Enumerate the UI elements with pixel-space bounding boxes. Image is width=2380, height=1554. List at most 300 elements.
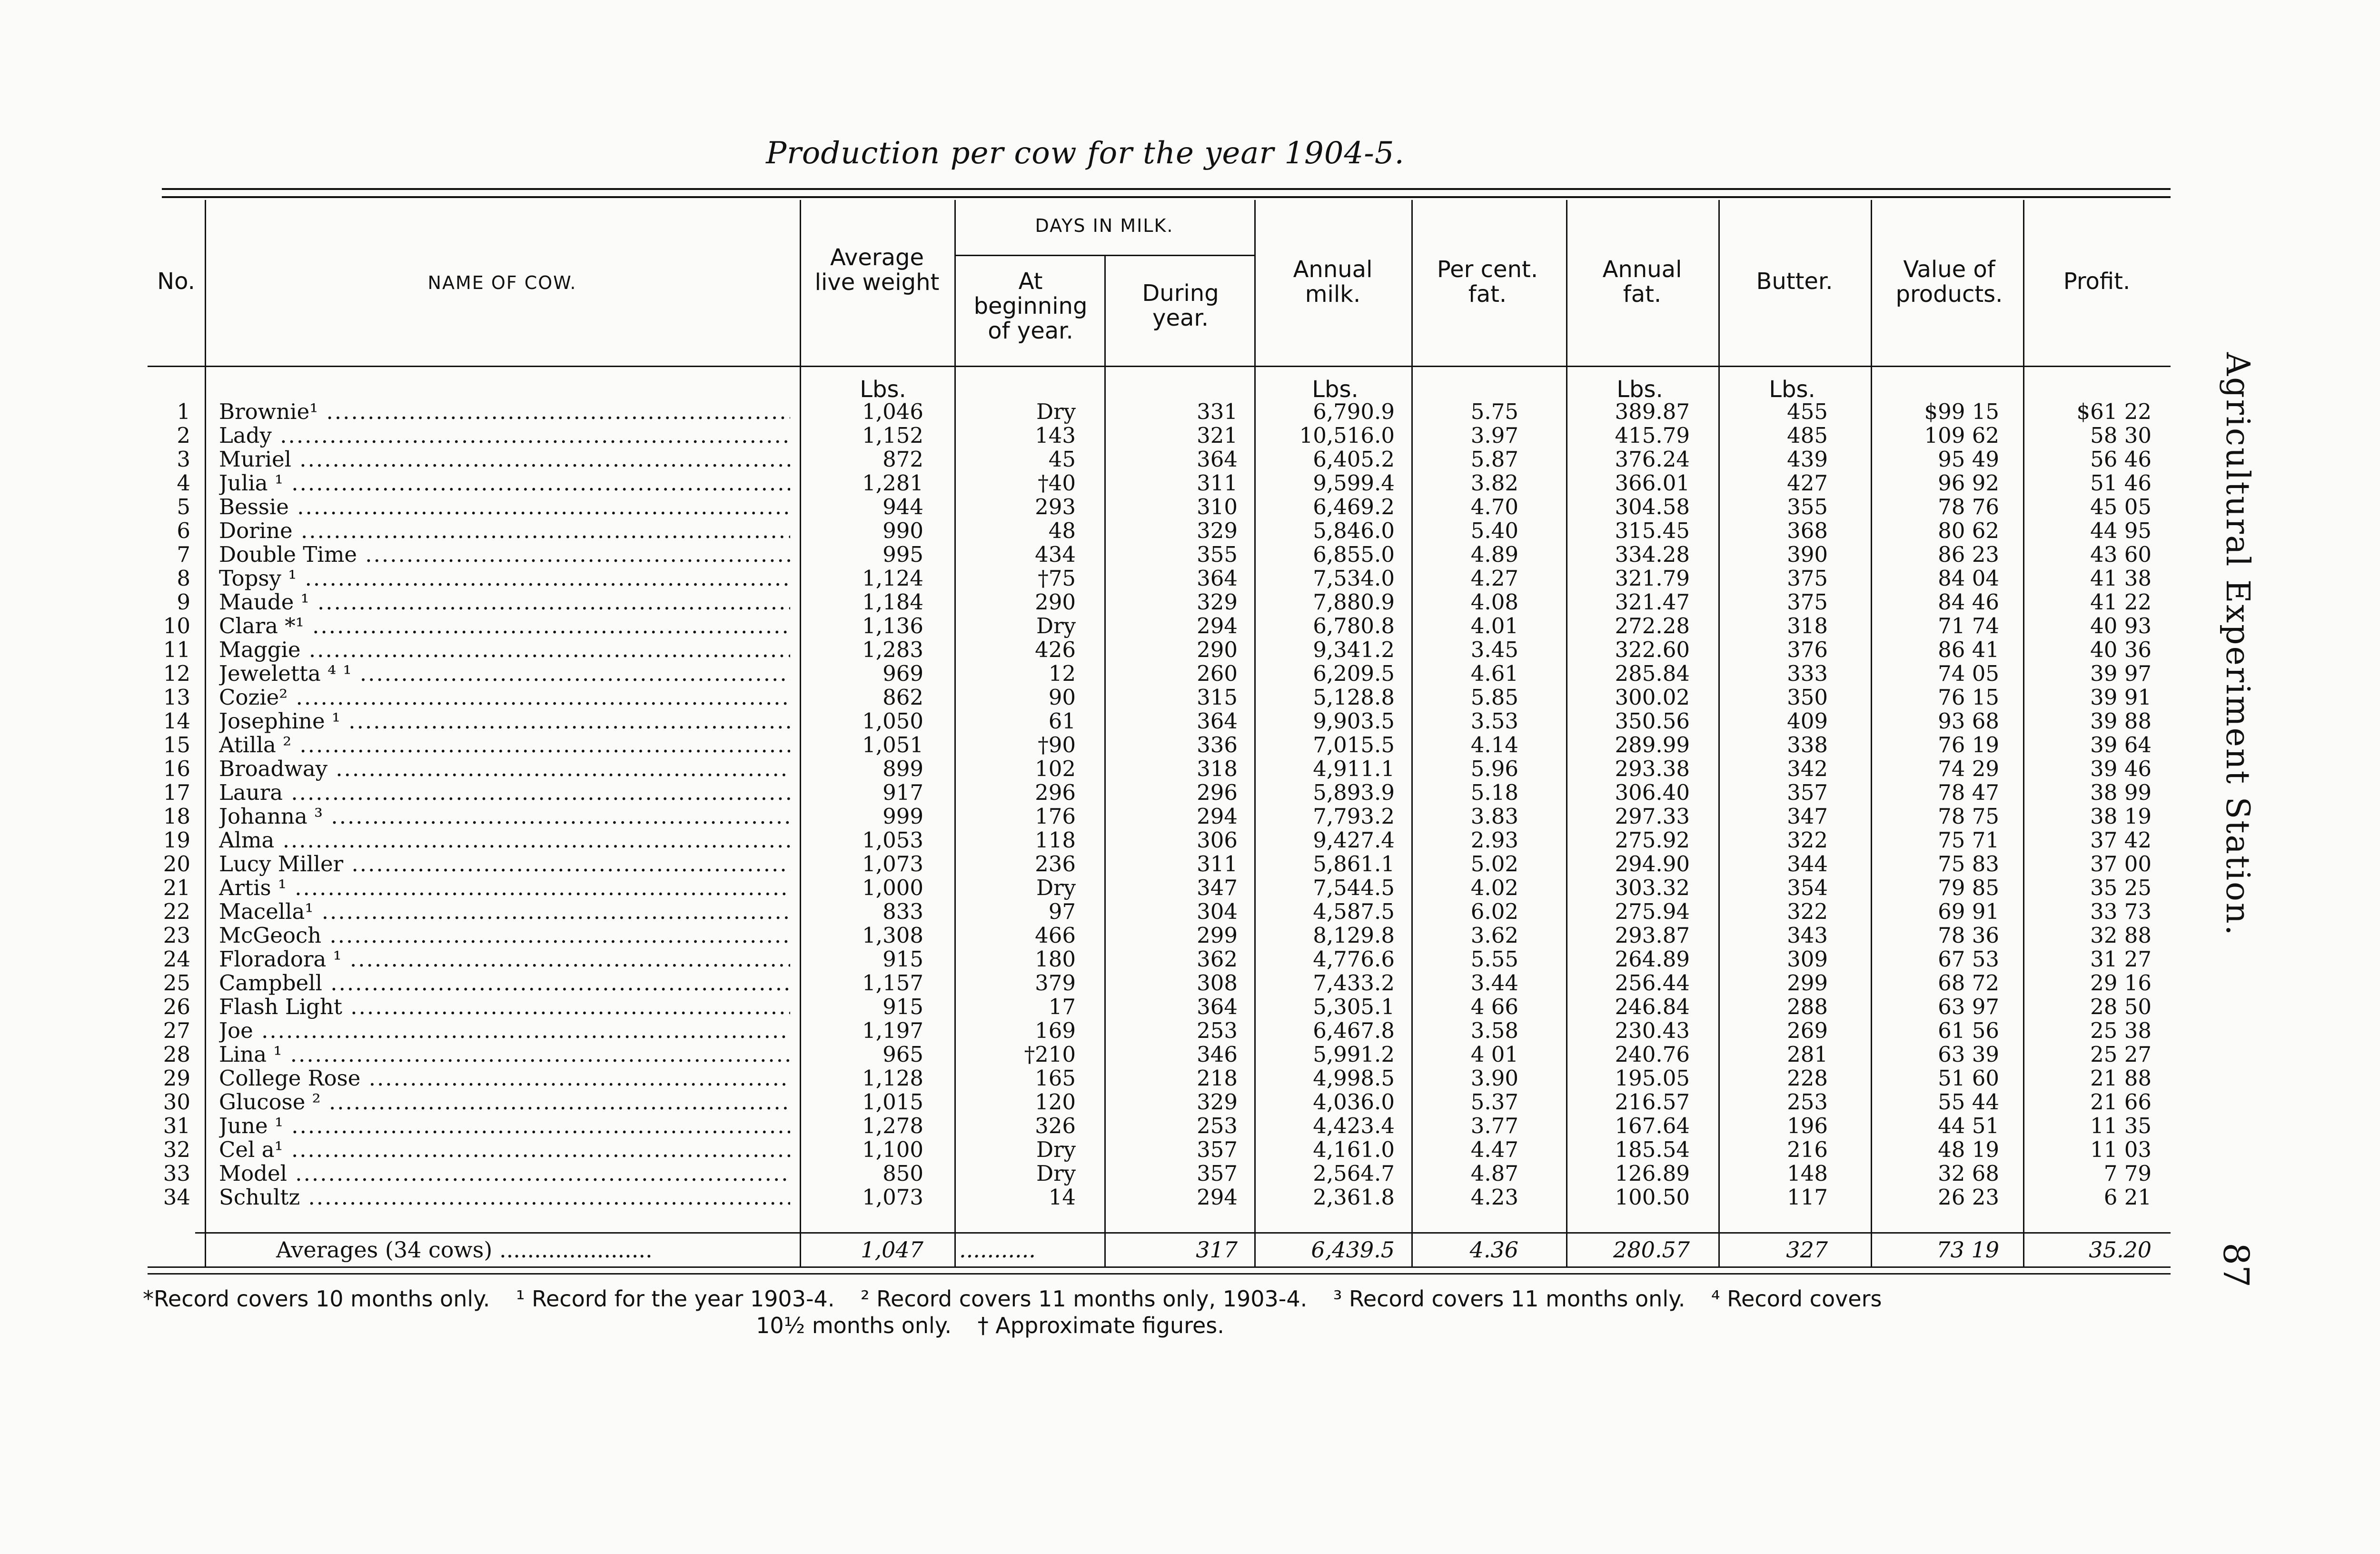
- cell-no: 7: [177, 542, 190, 567]
- table-row: [0, 852, 2190, 876]
- averages-label: Averages (34 cows) ......................: [276, 1237, 653, 1263]
- cell-no: 27: [163, 1018, 190, 1043]
- cell-value: 32 68: [1938, 1161, 1999, 1186]
- cell-during: 308: [1197, 970, 1238, 996]
- cell-during: 357: [1197, 1161, 1238, 1186]
- cell-name: Cozie² .....: [219, 686, 790, 709]
- cell-value: 109 62: [1924, 423, 1999, 448]
- cell-profit: 39 91: [2090, 685, 2152, 710]
- cell-begin: 466: [1035, 923, 1076, 948]
- cell-during: 311: [1197, 851, 1238, 877]
- cell-no: 19: [163, 827, 190, 853]
- cell-milk: 5,128.8: [1313, 685, 1395, 710]
- table-row: [0, 424, 2190, 448]
- units-weight: Lbs.: [860, 376, 906, 403]
- cell-begin: 169: [1035, 1018, 1076, 1043]
- cell-milk: 5,305.1: [1313, 994, 1395, 1019]
- cell-butter: 355: [1787, 494, 1828, 519]
- cell-profit: 39 97: [2090, 661, 2152, 686]
- cell-milk: 5,846.0: [1313, 518, 1395, 543]
- table-row: [0, 662, 2190, 686]
- cell-begin: 61: [1048, 708, 1076, 734]
- cell-butter: 318: [1787, 613, 1828, 638]
- cell-during: 294: [1197, 613, 1238, 638]
- cell-butter: 344: [1787, 851, 1828, 877]
- cell-begin: 120: [1035, 1089, 1076, 1115]
- cell-name: Muriel .....: [219, 448, 790, 471]
- cell-weight: 1,000: [862, 875, 923, 900]
- cell-begin: 48: [1048, 518, 1076, 543]
- cell-value: 48 19: [1938, 1137, 1999, 1162]
- cell-pct: 3.53: [1470, 708, 1518, 734]
- cell-pct: 3.97: [1470, 423, 1518, 448]
- cell-begin: 143: [1035, 423, 1076, 448]
- cell-no: 9: [177, 589, 190, 615]
- table-row: [0, 995, 2190, 1019]
- cell-fat: 256.44: [1615, 970, 1690, 996]
- cell-milk: 7,544.5: [1313, 875, 1395, 900]
- cell-weight: 1,152: [862, 423, 923, 448]
- cell-fat: 304.58: [1615, 494, 1690, 519]
- cell-name: Double Time .....: [219, 543, 790, 567]
- cell-butter: 309: [1787, 946, 1828, 972]
- cell-butter: 117: [1787, 1185, 1828, 1210]
- cell-no: 2: [177, 423, 190, 448]
- cell-profit: 29 16: [2090, 970, 2152, 996]
- top-rule-1: [162, 188, 2171, 190]
- cell-during: 364: [1197, 708, 1238, 734]
- cell-milk: 5,861.1: [1313, 851, 1395, 877]
- cell-pct: 5.40: [1470, 518, 1518, 543]
- cell-value: 76 15: [1938, 685, 1999, 710]
- cell-name: Model .....: [219, 1162, 790, 1185]
- cell-value: 86 23: [1938, 542, 1999, 567]
- cell-name: Lucy Miller .....: [219, 852, 790, 876]
- cell-begin: 379: [1035, 970, 1076, 996]
- cell-name: McGeoch .....: [219, 924, 790, 947]
- table-row: [0, 757, 2190, 781]
- table-row: [0, 638, 2190, 662]
- units-milk: Lbs.: [1312, 376, 1359, 403]
- cell-fat: 315.45: [1615, 518, 1690, 543]
- cell-butter: 485: [1787, 423, 1828, 448]
- footnote-star: *Record covers 10 months only.: [143, 1286, 490, 1312]
- table-row: [0, 686, 2190, 709]
- cell-butter: 216: [1787, 1137, 1828, 1162]
- cell-name: Laura .....: [219, 781, 790, 805]
- cell-value: 67 53: [1938, 946, 1999, 972]
- cell-weight: 917: [883, 780, 923, 805]
- cell-milk: 2,564.7: [1313, 1161, 1395, 1186]
- units-butter: Lbs.: [1769, 376, 1815, 403]
- averages-butter: 327: [1786, 1237, 1828, 1263]
- cell-profit: 39 64: [2090, 732, 2152, 757]
- cell-fat: 350.56: [1615, 708, 1690, 734]
- cell-fat: 321.79: [1615, 566, 1690, 591]
- table-row: [0, 1162, 2190, 1185]
- cell-profit: 21 88: [2090, 1066, 2152, 1091]
- cell-weight: 1,053: [862, 827, 923, 853]
- cell-butter: 281: [1787, 1042, 1828, 1067]
- cell-pct: 3.82: [1470, 470, 1518, 496]
- cell-name: Flash Light .....: [219, 995, 790, 1019]
- table-row: [0, 971, 2190, 995]
- cell-no: 4: [177, 470, 190, 496]
- cell-milk: 4,423.4: [1313, 1113, 1395, 1138]
- table-row: [0, 495, 2190, 519]
- cell-pct: 4.02: [1470, 875, 1518, 900]
- cell-value: 63 97: [1938, 994, 1999, 1019]
- cell-begin: 326: [1035, 1113, 1076, 1138]
- cell-no: 18: [163, 804, 190, 829]
- cell-butter: 368: [1787, 518, 1828, 543]
- cell-pct: 4.61: [1470, 661, 1518, 686]
- cell-no: 22: [163, 899, 190, 924]
- cell-profit: 7 79: [2103, 1161, 2152, 1186]
- cell-value: 95 49: [1938, 447, 1999, 472]
- cell-fat: 167.64: [1615, 1113, 1690, 1138]
- cell-fat: 195.05: [1615, 1066, 1690, 1091]
- cell-weight: 1,015: [862, 1089, 923, 1115]
- cell-butter: 253: [1787, 1089, 1828, 1115]
- cell-profit: 51 46: [2090, 470, 2152, 496]
- cell-no: 5: [177, 494, 190, 519]
- cell-milk: 7,433.2: [1313, 970, 1395, 996]
- averages-milk: 6,439.5: [1311, 1237, 1395, 1263]
- cell-pct: 4.47: [1470, 1137, 1518, 1162]
- table-row: [0, 614, 2190, 638]
- cell-name: Brownie¹ .....: [219, 400, 790, 424]
- cell-fat: 275.92: [1615, 827, 1690, 853]
- cell-weight: 999: [883, 804, 923, 829]
- cell-begin: 290: [1035, 589, 1076, 615]
- averages-pct: 4.36: [1469, 1237, 1518, 1263]
- cell-begin: 90: [1048, 685, 1076, 710]
- cell-pct: 5.75: [1470, 399, 1518, 424]
- header-value: Value of products.: [1895, 256, 2003, 308]
- cell-butter: 375: [1787, 589, 1828, 615]
- cell-during: 218: [1197, 1066, 1238, 1091]
- cell-begin: Dry: [1036, 1137, 1076, 1162]
- cell-no: 6: [177, 518, 190, 543]
- cell-no: 29: [163, 1066, 190, 1091]
- cell-pct: 4 01: [1470, 1042, 1518, 1067]
- cell-butter: 409: [1787, 708, 1828, 734]
- cell-weight: 1,128: [862, 1066, 923, 1091]
- cell-weight: 1,157: [862, 970, 923, 996]
- cell-weight: 872: [883, 447, 923, 472]
- cell-name: Atilla ² .....: [219, 733, 790, 757]
- cell-butter: 439: [1787, 447, 1828, 472]
- cell-value: 69 91: [1938, 899, 1999, 924]
- table-row: [0, 1138, 2190, 1162]
- cell-no: 34: [163, 1185, 190, 1210]
- cell-during: 306: [1197, 827, 1238, 853]
- cell-during: 364: [1197, 447, 1238, 472]
- cell-name: Clara *¹ .....: [219, 614, 790, 638]
- cell-no: 31: [163, 1113, 190, 1138]
- header-annual-milk: Annual milk.: [1293, 256, 1373, 308]
- cell-fat: 240.76: [1615, 1042, 1690, 1067]
- cell-name: Campbell .....: [219, 971, 790, 995]
- cell-value: 51 60: [1938, 1066, 1999, 1091]
- cell-pct: 4.23: [1470, 1185, 1518, 1210]
- cell-pct: 5.85: [1470, 685, 1518, 710]
- cell-value: 61 56: [1938, 1018, 1999, 1043]
- header-annual-fat: Annual fat.: [1602, 256, 1682, 308]
- cell-profit: 11 35: [2090, 1113, 2152, 1138]
- cell-milk: 9,341.2: [1313, 637, 1395, 662]
- cell-name: Alma .....: [219, 828, 790, 852]
- cell-milk: 6,790.9: [1313, 399, 1395, 424]
- table-row: [0, 1066, 2190, 1090]
- cell-begin: 12: [1048, 661, 1076, 686]
- averages-row: [0, 1235, 2190, 1264]
- cell-during: 315: [1197, 685, 1238, 710]
- cell-value: 78 75: [1938, 804, 1999, 829]
- cell-profit: 6 21: [2103, 1185, 2152, 1210]
- cell-pct: 6.02: [1470, 899, 1518, 924]
- cell-butter: 347: [1787, 804, 1828, 829]
- cell-name: Jeweletta ⁴ ¹ .....: [219, 662, 790, 686]
- cell-begin: Dry: [1036, 875, 1076, 900]
- cell-butter: 299: [1787, 970, 1828, 996]
- cell-milk: 7,793.2: [1313, 804, 1395, 829]
- cell-value: 79 85: [1938, 875, 1999, 900]
- cell-during: 304: [1197, 899, 1238, 924]
- cell-name: Bessie .....: [219, 495, 790, 519]
- table-row: [0, 519, 2190, 543]
- cell-name: Broadway .....: [219, 757, 790, 781]
- cell-no: 16: [163, 756, 190, 781]
- cell-milk: 4,036.0: [1313, 1089, 1395, 1115]
- cell-begin: 180: [1035, 946, 1076, 972]
- cell-value: 68 72: [1938, 970, 1999, 996]
- cell-profit: 37 42: [2090, 827, 2152, 853]
- cell-name: Dorine .....: [219, 519, 790, 543]
- averages-begin: ...........: [959, 1237, 1036, 1263]
- cell-butter: 350: [1787, 685, 1828, 710]
- header-avg-weight: Average live weight: [814, 244, 940, 296]
- cell-no: 10: [163, 613, 190, 638]
- cell-value: 44 51: [1938, 1113, 1999, 1138]
- cell-begin: 434: [1035, 542, 1076, 567]
- cell-weight: 1,051: [862, 732, 923, 757]
- cell-pct: 5.37: [1470, 1089, 1518, 1115]
- cell-butter: 357: [1787, 780, 1828, 805]
- cell-during: 346: [1197, 1042, 1238, 1067]
- cell-profit: 44 95: [2090, 518, 2152, 543]
- cell-weight: 944: [883, 494, 923, 519]
- cell-milk: 10,516.0: [1299, 423, 1395, 448]
- cell-begin: 296: [1035, 780, 1076, 805]
- cell-value: 78 36: [1938, 923, 1999, 948]
- cell-begin: †210: [1024, 1042, 1076, 1067]
- header-butter: Butter.: [1756, 268, 1833, 295]
- cell-during: 336: [1197, 732, 1238, 757]
- table-row: [0, 900, 2190, 924]
- cell-weight: 1,281: [862, 470, 923, 496]
- cell-no: 3: [177, 447, 190, 472]
- cell-fat: 366.01: [1615, 470, 1690, 496]
- cell-fat: 322.60: [1615, 637, 1690, 662]
- cell-begin: Dry: [1036, 1161, 1076, 1186]
- cell-profit: 32 88: [2090, 923, 2152, 948]
- cell-milk: 4,998.5: [1313, 1066, 1395, 1091]
- cell-pct: 5.55: [1470, 946, 1518, 972]
- cell-value: 63 39: [1938, 1042, 1999, 1067]
- cell-value: 93 68: [1938, 708, 1999, 734]
- cell-name: Glucose ² .....: [219, 1090, 790, 1114]
- footnote-4a: ⁴ Record covers: [1711, 1286, 1882, 1312]
- cell-milk: 5,991.2: [1313, 1042, 1395, 1067]
- cell-profit: 33 73: [2090, 899, 2152, 924]
- cell-value: 78 76: [1938, 494, 1999, 519]
- averages-during: 317: [1196, 1237, 1238, 1263]
- cell-fat: 275.94: [1615, 899, 1690, 924]
- cell-pct: 4.01: [1470, 613, 1518, 638]
- cell-weight: 1,308: [862, 923, 923, 948]
- cell-value: 75 83: [1938, 851, 1999, 877]
- cell-weight: 969: [883, 661, 923, 686]
- cell-during: 260: [1197, 661, 1238, 686]
- cell-name: College Rose .....: [219, 1066, 790, 1090]
- footnote-dagger: † Approximate figures.: [977, 1313, 1224, 1338]
- cell-value: 78 47: [1938, 780, 1999, 805]
- cell-milk: 6,780.8: [1313, 613, 1395, 638]
- cell-during: 329: [1197, 589, 1238, 615]
- cell-milk: 6,467.8: [1313, 1018, 1395, 1043]
- cell-milk: 9,903.5: [1313, 708, 1395, 734]
- averages-bottom-rule-2: [148, 1273, 2171, 1275]
- cell-no: 13: [163, 685, 190, 710]
- cell-name: Maggie .....: [219, 638, 790, 662]
- cell-no: 12: [163, 661, 190, 686]
- cell-no: 24: [163, 946, 190, 972]
- cell-fat: 293.38: [1615, 756, 1690, 781]
- cell-begin: 176: [1035, 804, 1076, 829]
- cell-name: Floradora ¹ .....: [219, 947, 790, 971]
- cell-profit: 35 25: [2090, 875, 2152, 900]
- cell-begin: †75: [1038, 566, 1076, 591]
- cell-profit: 41 22: [2090, 589, 2152, 615]
- cell-begin: 97: [1048, 899, 1076, 924]
- cell-butter: 343: [1787, 923, 1828, 948]
- cell-fat: 415.79: [1615, 423, 1690, 448]
- cell-name: Joe .....: [219, 1019, 790, 1043]
- table-row: [0, 947, 2190, 971]
- cell-butter: 269: [1787, 1018, 1828, 1043]
- cell-weight: 862: [883, 685, 923, 710]
- cell-fat: 389.87: [1615, 399, 1690, 424]
- cell-weight: 1,100: [862, 1137, 923, 1162]
- cell-pct: 5.96: [1470, 756, 1518, 781]
- cell-no: 8: [177, 566, 190, 591]
- cell-profit: 28 50: [2090, 994, 2152, 1019]
- cell-no: 33: [163, 1161, 190, 1186]
- cell-name: Macella¹ .....: [219, 900, 790, 924]
- cell-weight: 1,278: [862, 1113, 923, 1138]
- cell-value: 71 74: [1938, 613, 1999, 638]
- cell-no: 11: [163, 637, 190, 662]
- cell-weight: 1,136: [862, 613, 923, 638]
- cell-begin: 165: [1035, 1066, 1076, 1091]
- cell-value: 76 19: [1938, 732, 1999, 757]
- cell-no: 26: [163, 994, 190, 1019]
- cell-value: 55 44: [1938, 1089, 1999, 1115]
- cell-name: Julia ¹ .....: [219, 471, 790, 495]
- cell-begin: †40: [1038, 470, 1076, 496]
- table-row: [0, 1090, 2190, 1114]
- table-row: [0, 543, 2190, 567]
- cell-fat: 376.24: [1615, 447, 1690, 472]
- table-row: [0, 1185, 2190, 1209]
- cell-begin: 426: [1035, 637, 1076, 662]
- cell-weight: 1,073: [862, 1185, 923, 1210]
- cell-profit: 40 36: [2090, 637, 2152, 662]
- cell-begin: †90: [1038, 732, 1076, 757]
- cell-profit: 38 99: [2090, 780, 2152, 805]
- cell-profit: 56 46: [2090, 447, 2152, 472]
- cell-profit: 39 46: [2090, 756, 2152, 781]
- cell-no: 1: [177, 399, 190, 424]
- cell-pct: 3.90: [1470, 1066, 1518, 1091]
- cell-profit: 43 60: [2090, 542, 2152, 567]
- table-row: [0, 709, 2190, 733]
- cell-milk: 6,209.5: [1313, 661, 1395, 686]
- cell-during: 357: [1197, 1137, 1238, 1162]
- table-row: [0, 733, 2190, 757]
- averages-top-rule: [195, 1232, 2171, 1234]
- cell-butter: 390: [1787, 542, 1828, 567]
- cell-butter: 333: [1787, 661, 1828, 686]
- cell-butter: 376: [1787, 637, 1828, 662]
- cell-no: 14: [163, 708, 190, 734]
- cell-milk: 6,469.2: [1313, 494, 1395, 519]
- cell-pct: 3.45: [1470, 637, 1518, 662]
- cell-fat: 303.32: [1615, 875, 1690, 900]
- table-row: [0, 781, 2190, 805]
- cell-during: 253: [1197, 1018, 1238, 1043]
- cell-milk: 4,161.0: [1313, 1137, 1395, 1162]
- cell-pct: 4.14: [1470, 732, 1518, 757]
- cell-pct: 4.89: [1470, 542, 1518, 567]
- cell-pct: 3.44: [1470, 970, 1518, 996]
- cell-profit: $61 22: [2076, 399, 2152, 424]
- cell-pct: 5.02: [1470, 851, 1518, 877]
- header-rule: [148, 366, 2171, 367]
- cell-profit: 41 38: [2090, 566, 2152, 591]
- footnote-1: ¹ Record for the year 1903-4.: [516, 1286, 835, 1312]
- cell-butter: 427: [1787, 470, 1828, 496]
- cell-during: 355: [1197, 542, 1238, 567]
- cell-begin: 118: [1035, 827, 1076, 853]
- cell-profit: 31 27: [2090, 946, 2152, 972]
- averages-value: 73 19: [1936, 1237, 1999, 1263]
- cell-no: 21: [163, 875, 190, 900]
- cell-fat: 230.43: [1615, 1018, 1690, 1043]
- cell-during: 331: [1197, 399, 1238, 424]
- cell-pct: 4.27: [1470, 566, 1518, 591]
- cell-pct: 3.83: [1470, 804, 1518, 829]
- cell-milk: 8,129.8: [1313, 923, 1395, 948]
- header-per-cent-fat: Per cent. fat.: [1437, 256, 1538, 308]
- cell-fat: 297.33: [1615, 804, 1690, 829]
- table-row: [0, 471, 2190, 495]
- cell-no: 15: [163, 732, 190, 757]
- cell-begin: 102: [1035, 756, 1076, 781]
- cell-butter: 322: [1787, 899, 1828, 924]
